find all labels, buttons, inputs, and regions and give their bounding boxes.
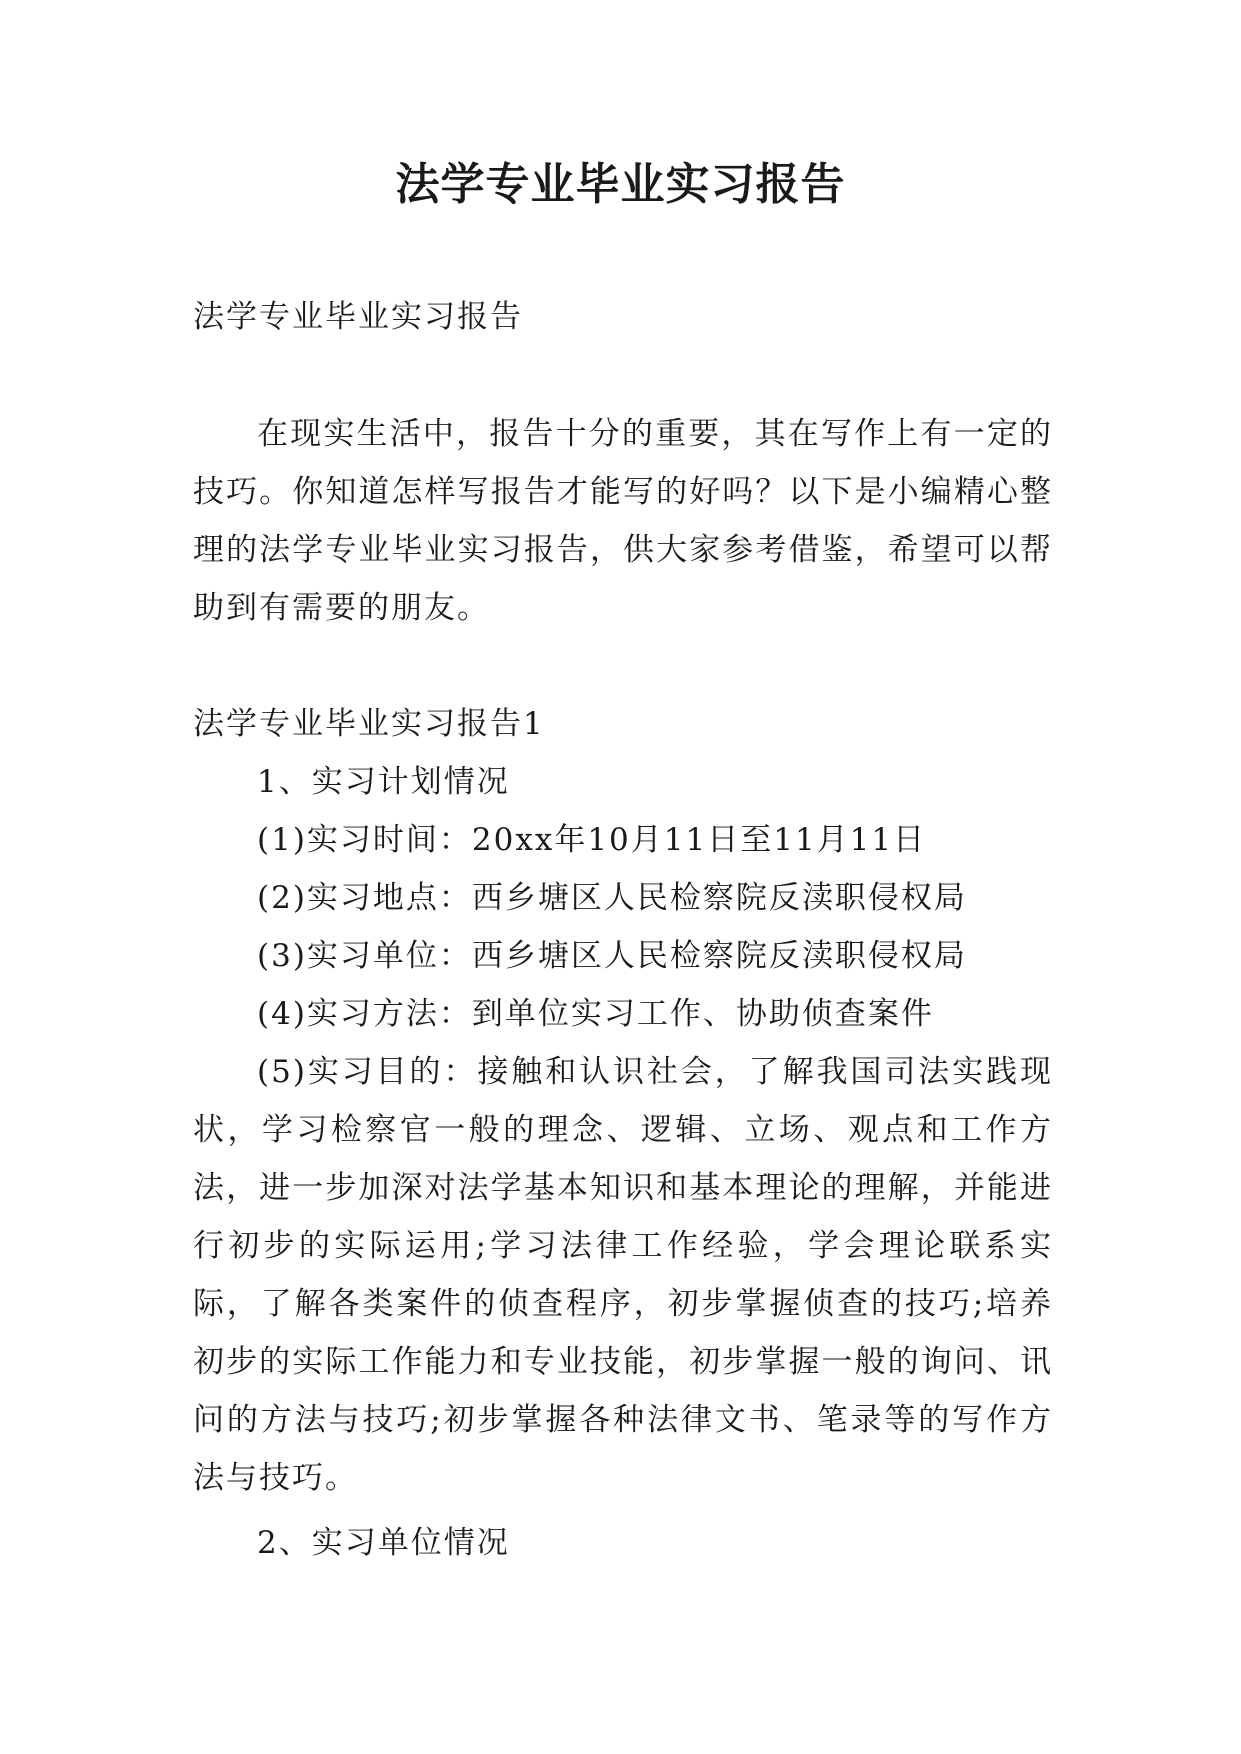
section-1-subheading: 1、实习计划情况: [257, 764, 510, 800]
document-subtitle: 法学专业毕业实习报告: [193, 299, 523, 335]
plan-item-time: (1)实习时间：20xx年10月11日至11月11日: [257, 822, 927, 858]
section-1: [193, 695, 1053, 1507]
plan-item-purpose: (5)实习目的：接触和认识社会，了解我国司法实践现状，学习检察官一般的理念、逻辑、立场、观点和工作方法，进一步加深对法学基本知识和基本理论的理解，并能进行初步的实际运用;学习法律工作经验，学会理论联系实际，了解各类案件的侦查程序，初步掌握侦查的技巧;培养初步的实际工作能力和专业技能，初步掌握一般的询问、讯问的方法与技巧;初步掌握各种法律文书、笔录等的写作方法与技巧。: [193, 1054, 1053, 1496]
plan-item-unit: (3)实习单位：西乡塘区人民检察院反渎职侵权局: [257, 938, 967, 974]
section-1-heading: 法学专业毕业实习报告1: [193, 706, 545, 742]
document-title: 法学专业毕业实习报告: [395, 159, 846, 210]
plan-item-method: (4)实习方法：到单位实习工作、协助侦查案件: [257, 996, 934, 1032]
section-2-heading: 2、实习单位情况: [257, 1525, 510, 1561]
intro-paragraph: 在现实生活中，报告十分的重要，其在写作上有一定的技巧。你知道怎样写报告才能写的好吗？以下是小编精心整理的法学专业毕业实习报告，供大家参考借鉴，希望可以帮助到有需要的朋友。: [193, 416, 1053, 626]
plan-item-location: (2)实习地点：西乡塘区人民检察院反渎职侵权局: [257, 880, 967, 916]
